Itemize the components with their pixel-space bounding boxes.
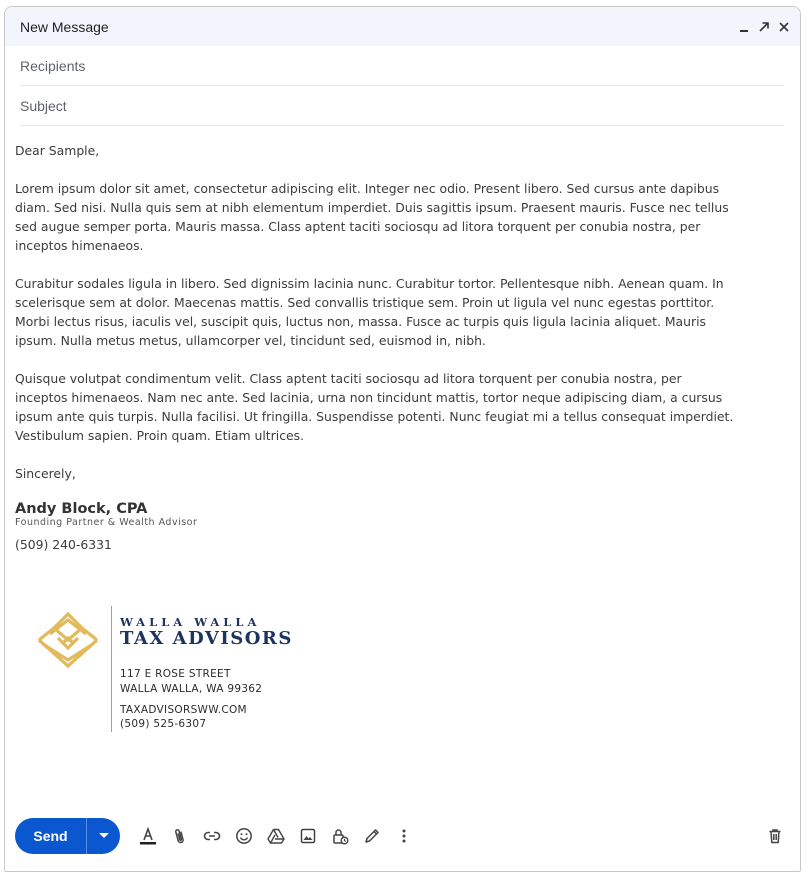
- body-paragraph: Lorem ipsum dolor sit amet, consectetur adipiscing elit. Integer nec odio. Present libero. Sed cursus ante dapibus diam. Sed nisi. Nulla quis sem at nibh elementum imperdiet. Duis sagittis ipsum. Praesent mauris. Fusce nec tellus sed augue semper porta. Mauris massa. Class aptent taciti sociosqu ad litora torquent per conubia nostra, per inceptos himenaeos.: [15, 181, 729, 253]
- drive-icon[interactable]: [260, 820, 292, 852]
- send-button[interactable]: Send: [15, 818, 87, 854]
- signature-name: Andy Block, CPA: [15, 501, 148, 517]
- emoji-icon[interactable]: [228, 820, 260, 852]
- company-logo-block: [36, 604, 336, 738]
- signature-phone: (509) 240-6331: [15, 537, 112, 552]
- address-line1: 117 E ROSE STREET: [120, 668, 231, 680]
- closing: Sincerely,: [15, 466, 76, 481]
- minimize-icon[interactable]: [734, 17, 754, 37]
- greeting: Dear Sample,: [15, 143, 100, 158]
- body-paragraph: Curabitur sodales ligula in libero. Sed dignissim lacinia nunc. Curabitur tortor. Pellentesque nibh. Aenean quam. In scelerisque sem at dolor. Maecenas mattis. Sed convallis tristique sem. Proin ut ligula vel nunc egestas porttitor. Morbi lectus risus, iaculis vel, suscipit quis, luctus non, massa. Fusce ac turpis quis ligula lacinia aliquet. Mauris ipsum. Nulla metus metus, ullamcorper vel, tincidunt sed, euismod in, nibh.: [15, 276, 724, 348]
- address-line2: WALLA WALLA, WA 99362: [120, 683, 263, 695]
- close-icon[interactable]: [774, 17, 794, 37]
- more-options-icon[interactable]: [388, 820, 420, 852]
- subject-field[interactable]: [20, 86, 784, 126]
- body-paragraph: Quisque volutpat condimentum velit. Class aptent taciti sociosqu ad litora torquent per conubia nostra, per inceptos himenaeos. Nam nec ante. Sed lacinia, urna non tincidunt mattis, tortor neque adipiscing diam, a cursus ipsum ante quis turpis. Nulla facilisi. Ut fringilla. Suspendisse potenti. Nunc feugiat mi a tellus consequat imperdiet. Vestibulum sapien. Proin quam. Etiam ultrices.: [15, 371, 734, 443]
- insert-photo-icon[interactable]: [292, 820, 324, 852]
- logo-divider: [111, 606, 112, 732]
- attach-file-icon[interactable]: [164, 820, 196, 852]
- office-phone: (509) 525-6307: [120, 718, 207, 730]
- text-formatting-icon[interactable]: [132, 820, 164, 852]
- recipients-placeholder: Recipients: [20, 57, 86, 74]
- confidential-mode-icon[interactable]: [324, 820, 356, 852]
- signature-pen-icon[interactable]: [356, 820, 388, 852]
- recipients-field[interactable]: [20, 46, 784, 86]
- website-link[interactable]: TAXADVISORSWW.COM: [120, 704, 247, 716]
- subject-placeholder: Subject: [20, 97, 67, 114]
- compose-toolbar: [15, 818, 791, 854]
- logo-line2: TAX ADVISORS: [120, 628, 293, 649]
- compose-titlebar[interactable]: [5, 7, 800, 46]
- send-options-button[interactable]: [87, 818, 120, 854]
- message-body[interactable]: [15, 141, 737, 554]
- signature-role: Founding Partner & Wealth Advisor: [15, 517, 198, 528]
- expand-icon[interactable]: [754, 17, 774, 37]
- logo-line1: WALLA WALLA: [120, 615, 261, 629]
- caret-down-icon: [99, 833, 109, 839]
- company-logo-mark-icon: [36, 610, 100, 670]
- compose-title: New Message: [20, 18, 109, 35]
- discard-draft-icon[interactable]: [759, 820, 791, 852]
- send-button-group: [15, 818, 120, 854]
- insert-link-icon[interactable]: [196, 820, 228, 852]
